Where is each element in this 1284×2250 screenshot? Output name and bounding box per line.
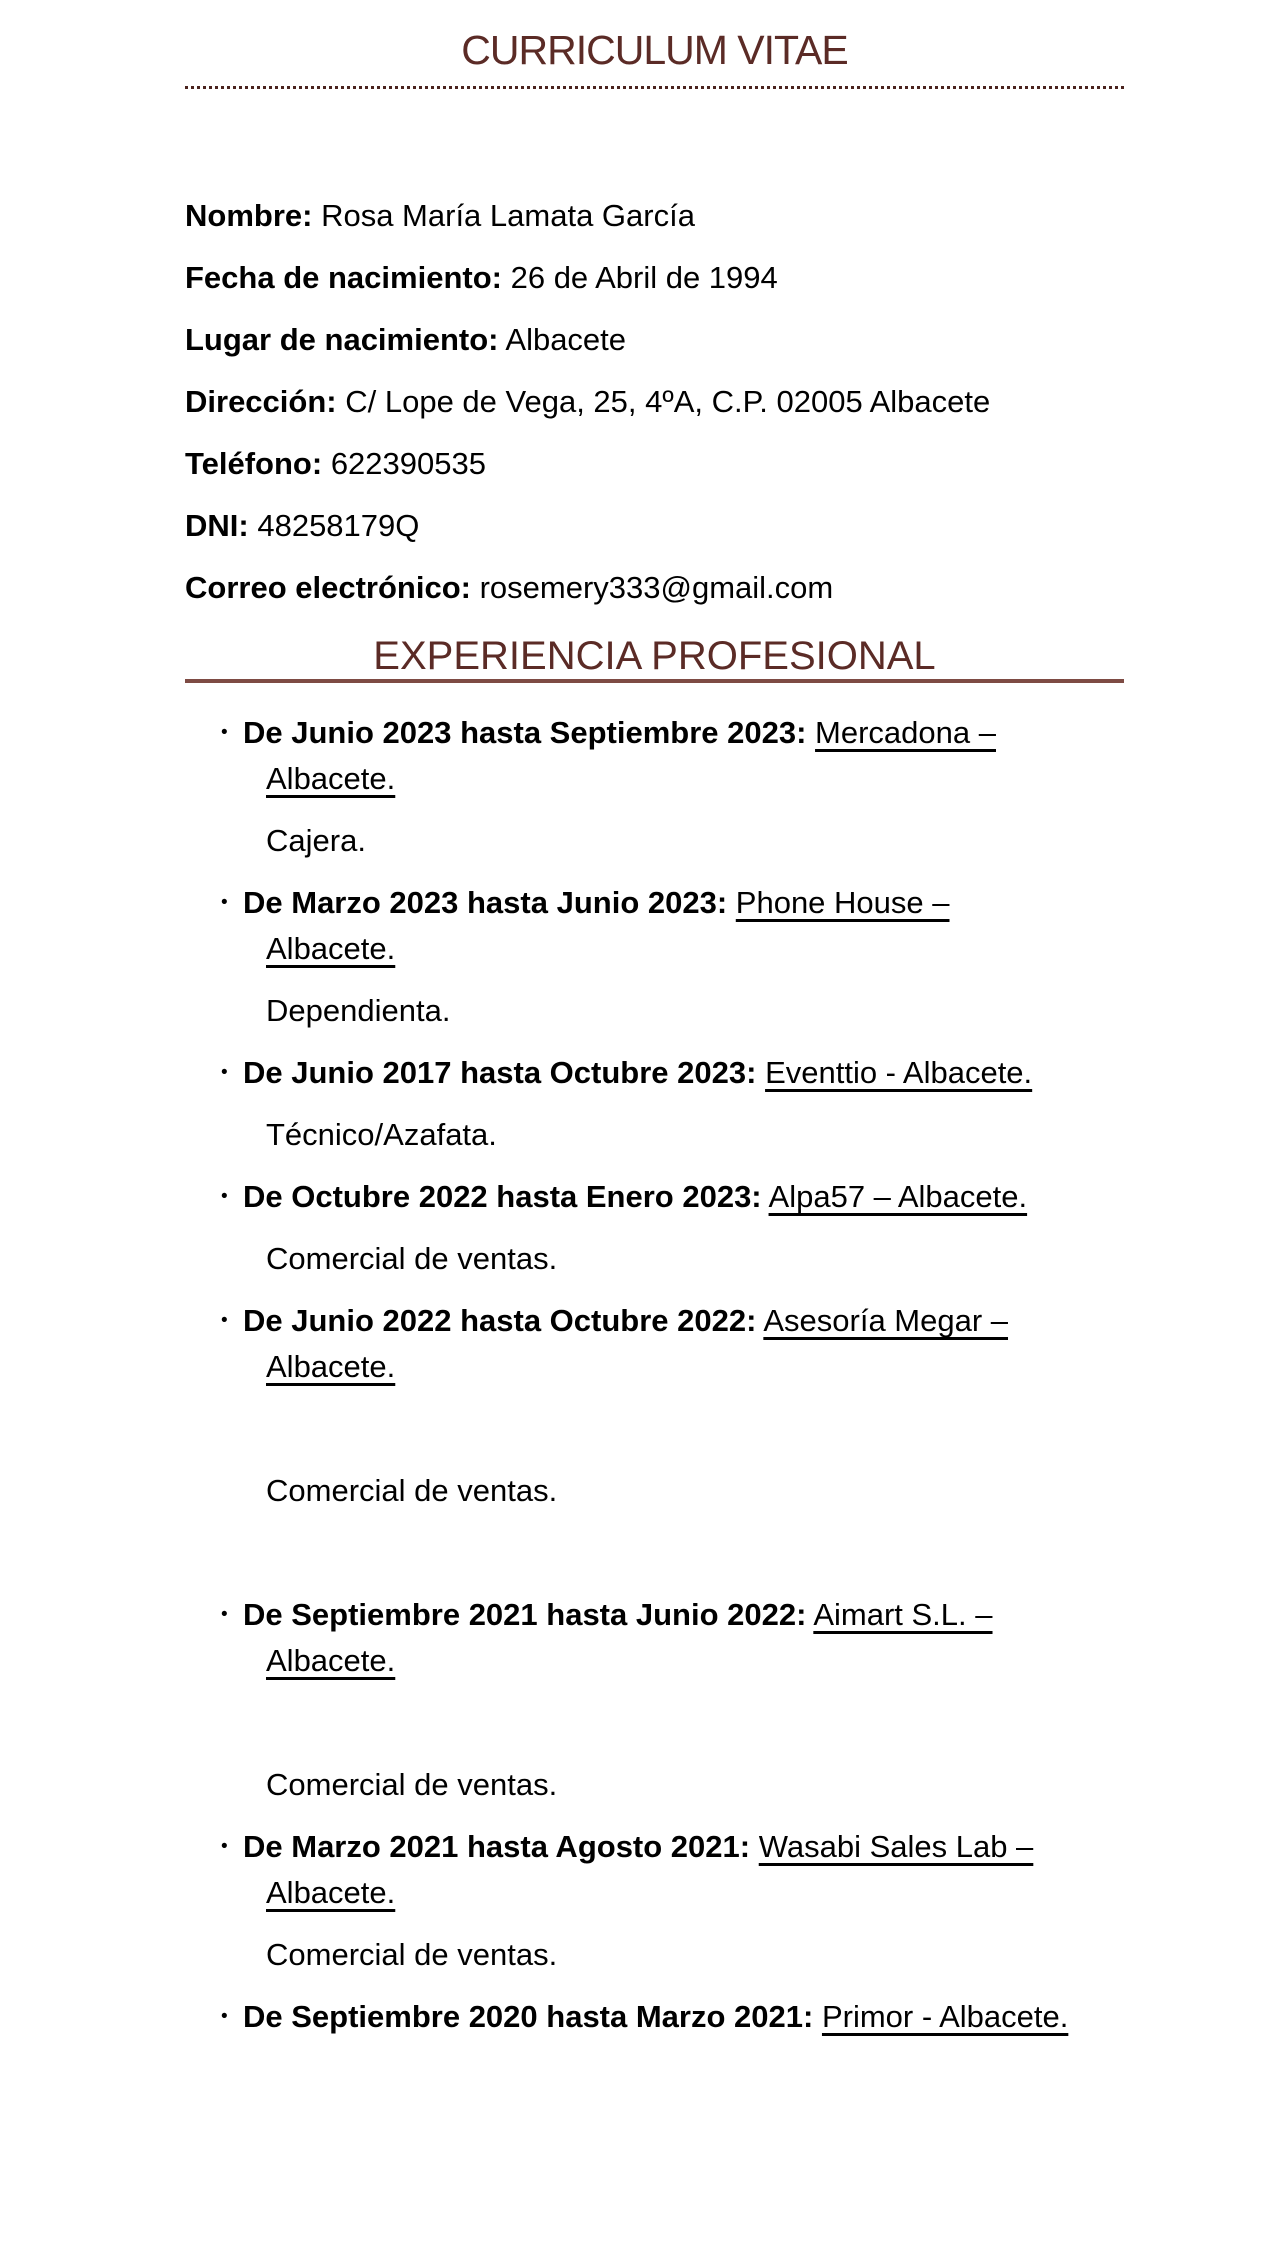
bullet-icon: • xyxy=(221,1186,228,1207)
entry-company: Wasabi Sales Lab – Albacete. xyxy=(266,1829,1034,1910)
section-heading-experiencia-profesional: EXPERIENCIA PROFESIONAL xyxy=(185,633,1124,683)
cv-title: CURRICULUM VITAE xyxy=(461,27,848,73)
info-value: C/ Lope de Vega, 25, 4ºA, C.P. 02005 Albacete xyxy=(345,384,991,419)
bullet-icon: • xyxy=(221,1062,228,1083)
bullet-icon: • xyxy=(221,892,228,913)
experience-entry xyxy=(185,1174,1070,1220)
experience-entry xyxy=(185,1994,1070,2040)
title-dotted-divider xyxy=(185,86,1124,89)
entry-period: De Marzo 2021 hasta Agosto 2021: xyxy=(243,1829,751,1864)
info-row xyxy=(185,441,1070,486)
info-value: Rosa María Lamata García xyxy=(321,198,695,233)
experience-entry xyxy=(185,1298,1070,1390)
blank-line xyxy=(185,1406,1070,1452)
info-label: Correo electrónico: xyxy=(185,570,471,605)
entry-role: Comercial de ventas. xyxy=(266,1241,558,1276)
experience-entry xyxy=(185,1824,1070,1916)
info-row xyxy=(185,255,1070,300)
entry-period: De Septiembre 2021 hasta Junio 2022: xyxy=(243,1597,807,1632)
experience-entry xyxy=(185,880,1070,972)
blank-line xyxy=(185,1700,1070,1746)
info-row xyxy=(185,379,1070,424)
info-row xyxy=(185,193,1070,238)
info-label: Lugar de nacimiento: xyxy=(185,322,499,357)
experience-entry xyxy=(185,710,1070,802)
info-label: DNI: xyxy=(185,508,249,543)
cv-page xyxy=(185,26,1124,2040)
blank-line xyxy=(185,1530,1070,1576)
entry-company: Aimart S.L. – Albacete. xyxy=(266,1597,993,1678)
bullet-icon: • xyxy=(221,1310,228,1331)
bullet-icon: • xyxy=(221,2006,228,2027)
info-row xyxy=(185,503,1070,548)
entry-period: De Septiembre 2020 hasta Marzo 2021: xyxy=(243,1999,814,2034)
info-value: 48258179Q xyxy=(257,508,420,543)
personal-info xyxy=(185,193,1124,610)
entry-company: Asesoría Megar – Albacete. xyxy=(266,1303,1009,1384)
entry-role: Comercial de ventas. xyxy=(266,1767,558,1802)
info-value: 26 de Abril de 1994 xyxy=(510,260,778,295)
entry-company: Phone House – Albacete. xyxy=(266,885,950,966)
info-row xyxy=(185,565,1070,610)
entry-company: Primor - Albacete. xyxy=(821,1999,1069,2034)
info-value: Albacete xyxy=(505,322,627,357)
entry-period: De Octubre 2022 hasta Enero 2023: xyxy=(243,1179,762,1214)
info-row xyxy=(185,317,1070,362)
experience-list xyxy=(185,710,1124,2040)
entry-period: De Marzo 2023 hasta Junio 2023: xyxy=(243,885,728,920)
entry-period: De Junio 2023 hasta Septiembre 2023: xyxy=(243,715,807,750)
entry-role: Cajera. xyxy=(266,823,366,858)
entry-company: Eventtio - Albacete. xyxy=(765,1055,1033,1090)
entry-company: Alpa57 – Albacete. xyxy=(768,1179,1028,1214)
info-label: Teléfono: xyxy=(185,446,323,481)
entry-company: Mercadona – Albacete. xyxy=(266,715,996,796)
entry-period: De Junio 2017 hasta Octubre 2023: xyxy=(243,1055,757,1090)
info-label: Nombre: xyxy=(185,198,313,233)
bullet-icon: • xyxy=(221,1604,228,1625)
bullet-icon: • xyxy=(221,722,228,743)
experience-entry xyxy=(185,1050,1070,1096)
bullet-icon: • xyxy=(221,1836,228,1857)
info-value: 622390535 xyxy=(330,446,486,481)
info-label: Fecha de nacimiento: xyxy=(185,260,502,295)
entry-period: De Junio 2022 hasta Octubre 2022: xyxy=(243,1303,757,1338)
info-label: Dirección: xyxy=(185,384,337,419)
entry-role: Comercial de ventas. xyxy=(266,1937,558,1972)
info-value: rosemery333@gmail.com xyxy=(479,570,834,605)
entry-role: Dependienta. xyxy=(266,993,451,1028)
experience-entry xyxy=(185,1592,1070,1684)
entry-role: Comercial de ventas. xyxy=(266,1473,558,1508)
entry-role: Técnico/Azafata. xyxy=(266,1117,497,1152)
